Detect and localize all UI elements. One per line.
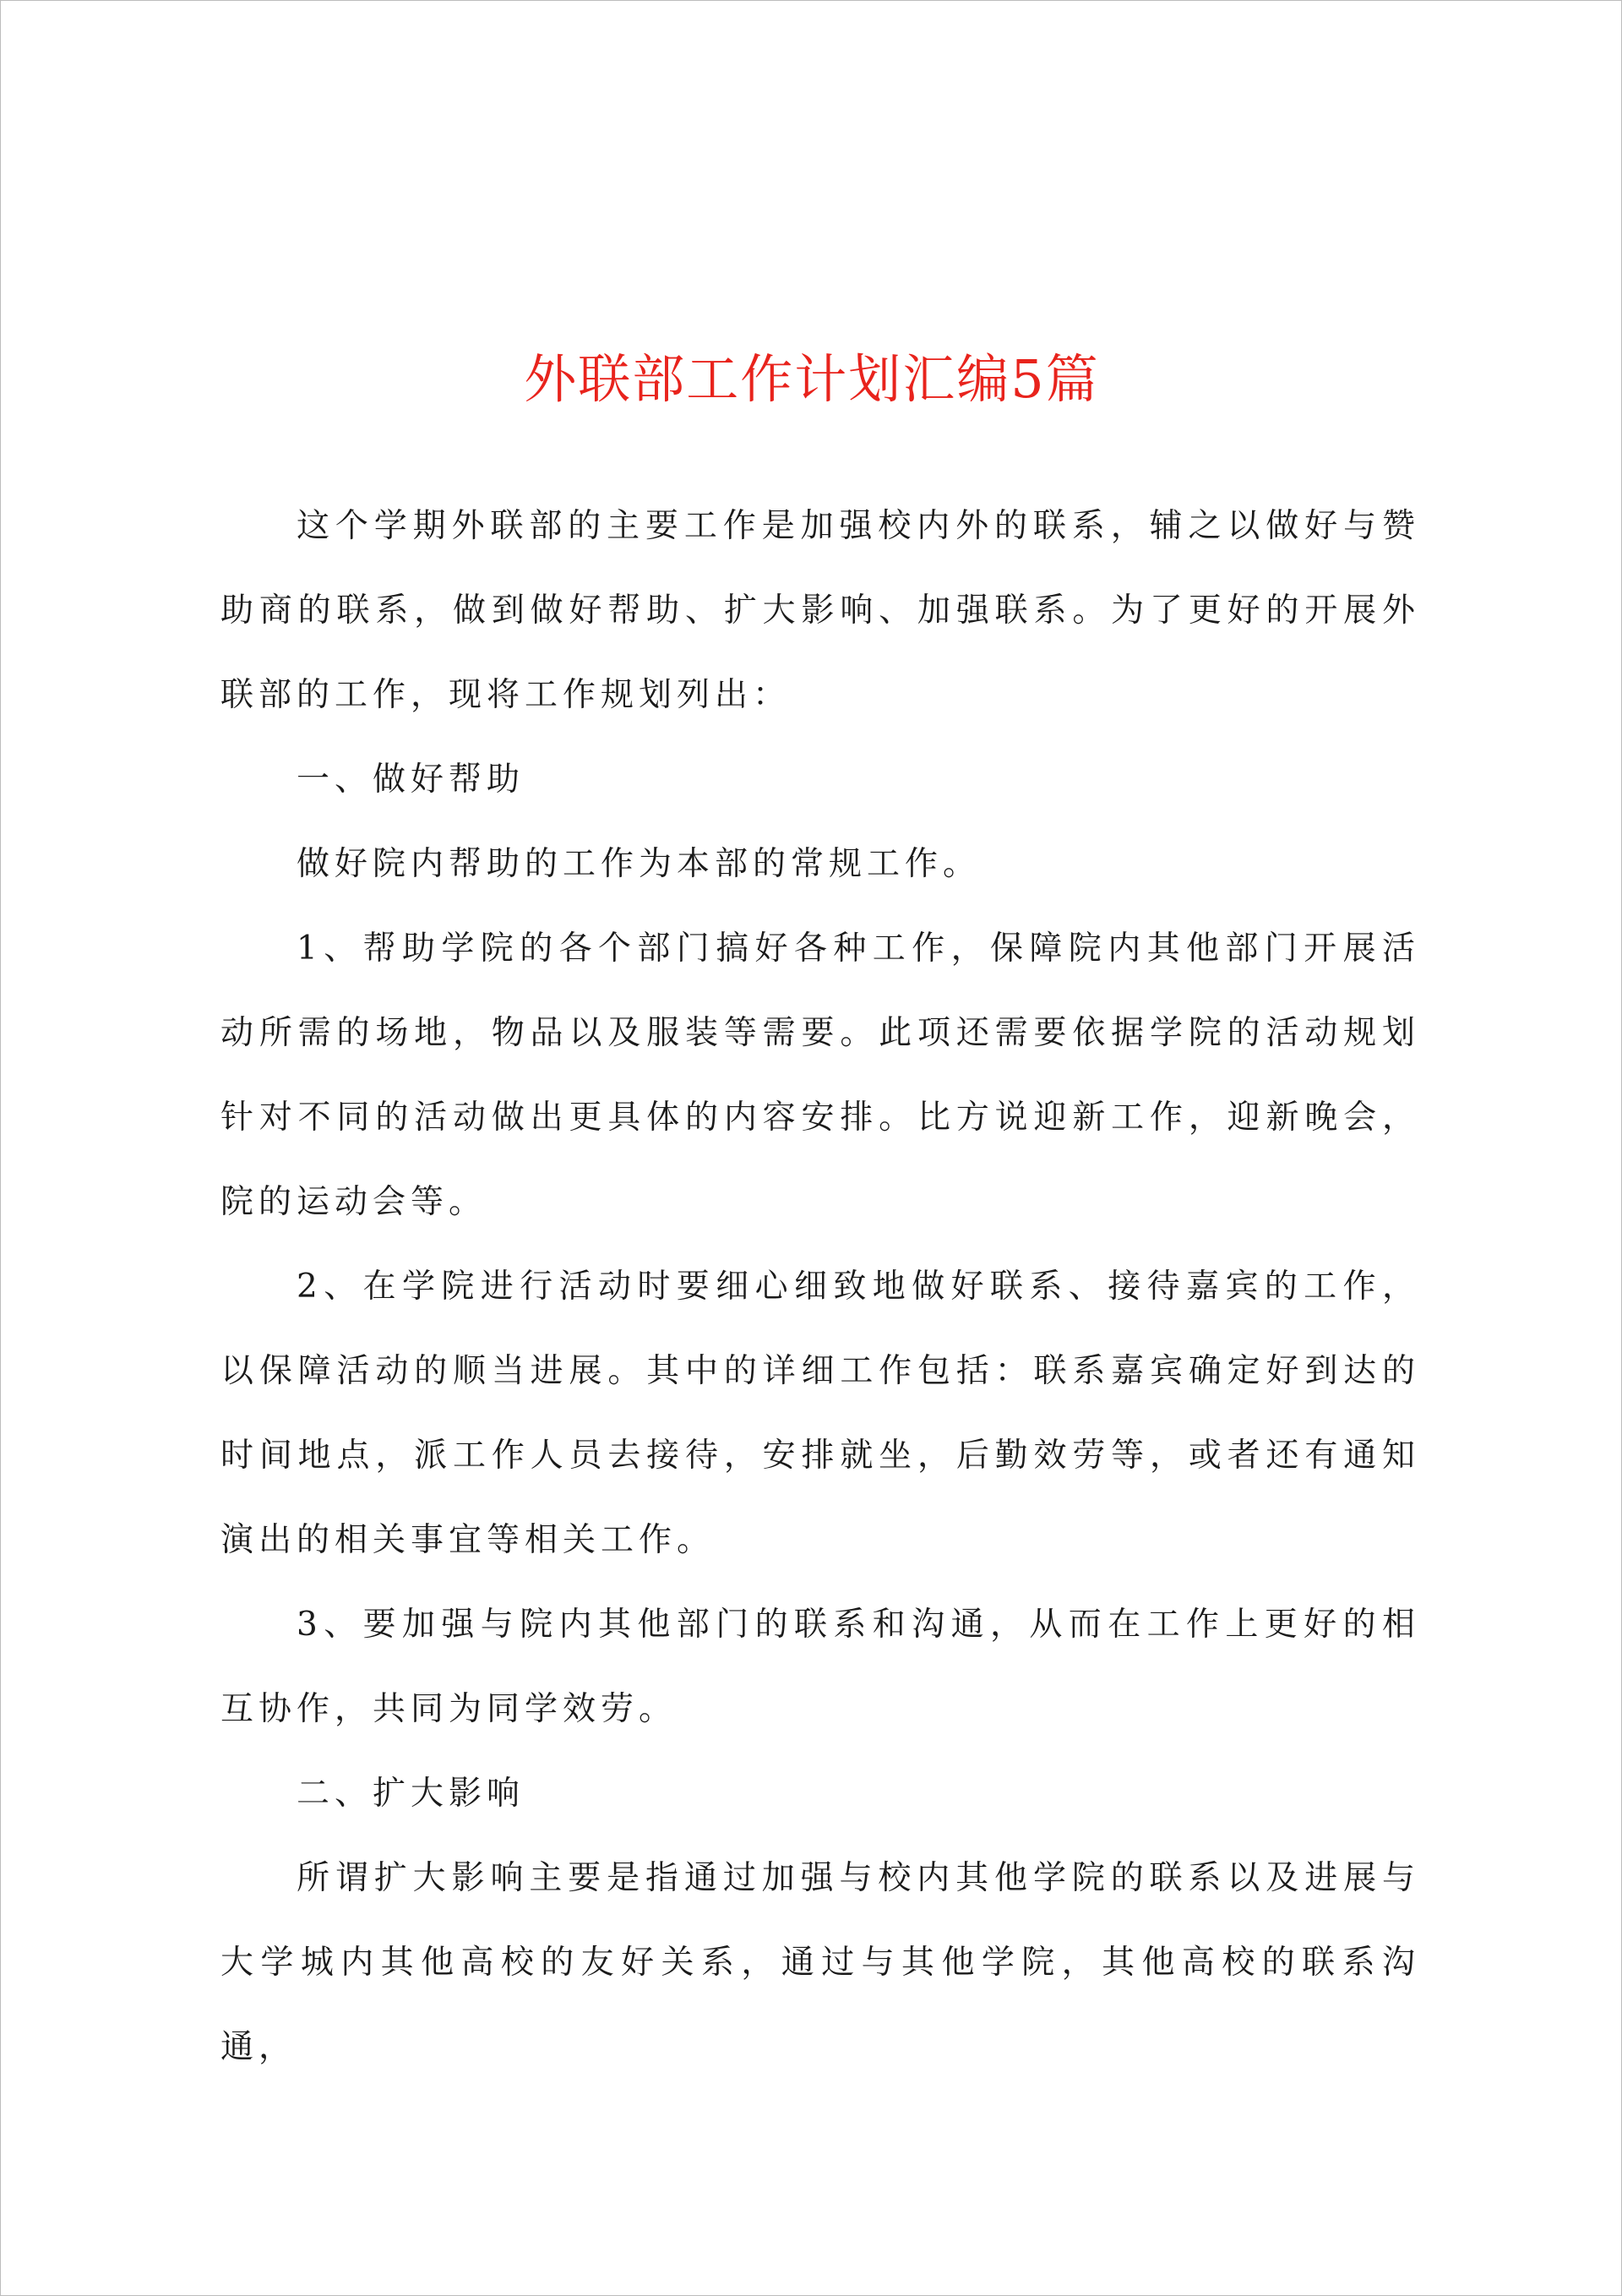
paragraph-section-1-summary: 做好院内帮助的工作为本部的常规工作。 (297, 845, 982, 883)
paragraph-item-1: 1、帮助学院的各个部门搞好各种工作，保障院内其他部门开展活动所需的场地，物品以及服装等需要。此项还需要依据学院的活动规划针对不同的活动做出更具体的内容安排。比方说迎新工作，迎新晚会，院的运动会等。 (220, 930, 1420, 1221)
heading-section-2: 二、扩大影响 (297, 1775, 525, 1813)
document-title: 外联部工作计划汇编5篇 (524, 348, 1100, 410)
paragraph-item-3: 3、要加强与院内其他部门的联系和沟通，从而在工作上更好的相互协作，共同为同学效劳。 (220, 1606, 1420, 1728)
paragraph-item-2: 2、在学院进行活动时要细心细致地做好联系、接待嘉宾的工作，以保障活动的顺当进展。其中的详细工作包括：联系嘉宾确定好到达的时间地点，派工作人员去接待，安排就坐，后勤效劳等，或者还有通知演出的相关事宜等相关工作。 (220, 1268, 1420, 1559)
paragraph-section-2-summary: 所谓扩大影响主要是指通过加强与校内其他学院的联系以及进展与大学城内其他高校的友好关系，通过与其他学院，其他高校的联系沟通， (220, 1859, 1420, 2066)
document-body (220, 484, 1420, 2090)
heading-section-1: 一、做好帮助 (297, 761, 525, 799)
paragraph-intro: 这个学期外联部的主要工作是加强校内外的联系，辅之以做好与赞助商的联系，做到做好帮助、扩大影响、加强联系。为了更好的开展外联部的工作，现将工作规划列出： (220, 507, 1420, 714)
